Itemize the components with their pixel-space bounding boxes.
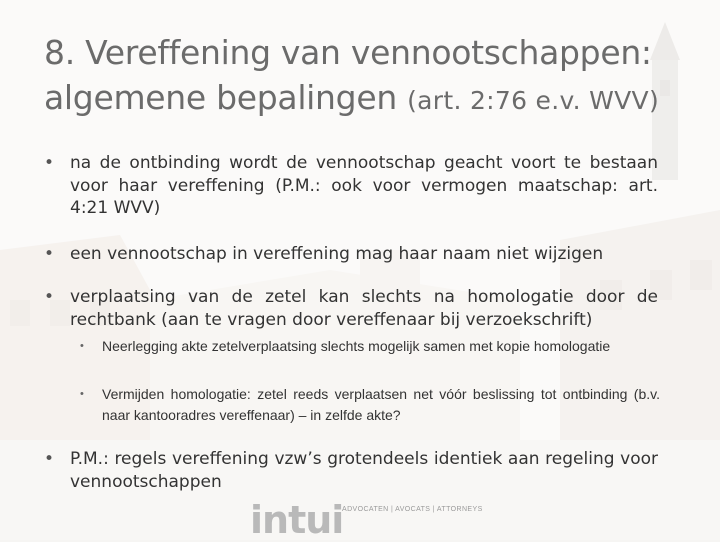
- sub-bullet-marker: •: [80, 388, 84, 400]
- bullet-item: [44, 243, 658, 266]
- bullet-text: verplaatsing van de zetel kan slechts na homologatie door de rechtbank (aan te vragen door vereffenaar bij verzoekschrift): [70, 287, 658, 330]
- bullet-text: na de ontbinding wordt de vennootschap geacht voort te bestaan voor haar vereffening (P.M.: ook voor vermogen maatschap: art. 4:21 WVV): [70, 153, 658, 218]
- title-line-1: 8. Vereffening van vennootschappen:: [44, 33, 652, 72]
- title-article-reference: (art. 2:76 e.v. WVV): [407, 86, 660, 115]
- bullet-marker: •: [44, 244, 55, 264]
- bullet-text: P.M.: regels vereffening vzw’s grotendeels identiek aan regeling voor vennootschappen: [70, 449, 658, 492]
- logo-tagline: ADVOCATEN | AVOCATS | ATTORNEYS: [342, 506, 483, 513]
- bullet-item: [44, 448, 658, 493]
- bullet-marker: •: [44, 153, 55, 173]
- bullet-marker: •: [44, 287, 55, 307]
- title-line-2-main: algemene bepalingen: [44, 78, 408, 117]
- bullet-marker: •: [44, 449, 55, 469]
- sub-bullet-marker: •: [80, 340, 84, 352]
- bullet-item: [44, 152, 658, 220]
- company-logo: [250, 498, 530, 540]
- bullet-text: een vennootschap in vereffening mag haar naam niet wijzigen: [70, 244, 604, 264]
- sub-bullet-item: [80, 384, 660, 425]
- sub-bullet-text: Neerlegging akte zetelverplaatsing slechts mogelijk samen met kopie homologatie: [102, 338, 611, 354]
- sub-bullet-item: [80, 336, 660, 357]
- bullet-item: [44, 286, 658, 331]
- sub-bullet-text: Vermijden homologatie: zetel reeds verplaatsen net vóór beslissing tot ontbinding (b.v. naar kantooradres vereffenaar) – in zelfde akte?: [102, 386, 660, 423]
- logo-wordmark: intui: [250, 498, 344, 542]
